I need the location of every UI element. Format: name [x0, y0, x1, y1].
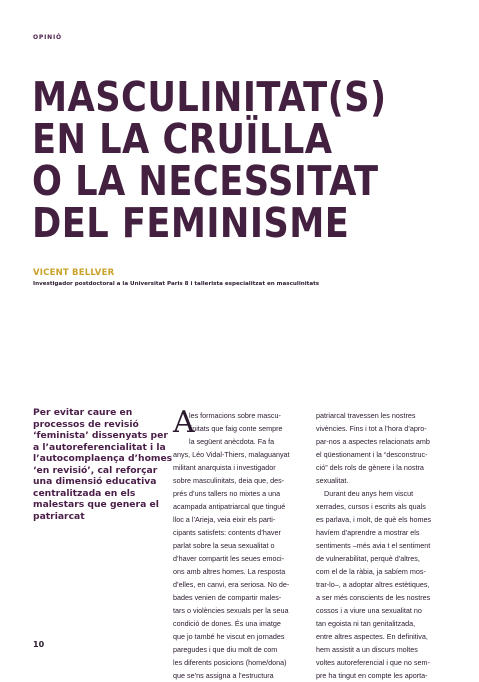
body-line: condició de dones. És una imatge	[173, 619, 281, 628]
body-line: pre ha tingut en compte les aporta-	[316, 671, 428, 680]
pull-quote-line: a l’autoreferencialitat i la	[33, 441, 166, 453]
body-line: les formacions sobre mascu-	[189, 411, 281, 420]
body-line: lloc a l’Arieja, veia eixir els parti-	[173, 515, 276, 524]
body-line: prés d’uns tallers no mixtes a una	[173, 489, 281, 498]
body-line: bades venien de compartir males-	[173, 593, 282, 602]
body-line: d’elles, en canvi, era seriosa. No de-	[173, 580, 290, 589]
body-line: cossos i a viure una sexualitat no	[316, 606, 422, 615]
body-line: patriarcal travessen les nostres	[316, 411, 416, 420]
title-line: EN LA CRUÏLLA	[32, 115, 333, 163]
body-line: havíem d’aprendre a mostrar els	[316, 528, 420, 537]
body-line: linitats que faig conte sempre	[189, 424, 283, 433]
body-line: cipants satisfets: contents d’haver	[173, 528, 281, 537]
author-affiliation: Investigador postdoctoral a la Universitat Paris 8 i tallerista especialitzat en masculinitats	[33, 281, 320, 287]
body-line: xerrades, cursos i escrits als quals	[316, 502, 426, 511]
body-column-2	[316, 409, 456, 682]
body-line: militant anarquista i investigador	[173, 463, 276, 472]
body-line: a ser més conscients de les nostres	[316, 593, 431, 602]
body-line: com el de la ràbia, ja sabíem mos-	[316, 567, 426, 576]
body-line: acampada antipatriarcal que tingué	[173, 502, 286, 511]
pull-quote-line: malestars que genera el	[33, 499, 159, 510]
body-line: paregudes i que diu molt de com	[173, 645, 278, 654]
pull-quote-line: processos de revisió	[33, 418, 139, 430]
body-line: tan egoista ni tan genitalitzada,	[316, 619, 416, 628]
author-name: VICENT BELLVER	[33, 268, 115, 278]
pull-quote-line: una dimensió educativa	[33, 476, 157, 487]
pull-quote-line: l’autocomplaença d’homes	[33, 453, 173, 464]
body-line: trar-lo–, a adoptar altres estètiques,	[316, 580, 430, 589]
body-line: entre altres aspectes. En definitiva,	[316, 632, 428, 641]
drop-cap: A	[173, 405, 195, 440]
pull-quote	[33, 407, 173, 522]
body-line: ons amb altres homes. La resposta	[173, 567, 286, 576]
body-line: que se’ns assigna a l’estructura	[173, 671, 274, 680]
page-number: 10	[33, 640, 45, 649]
body-line: ció” dels rols de gènere i la nostra	[316, 463, 424, 472]
body-line: hem assistit a un discurs moltes	[316, 645, 418, 654]
pull-quote-line: centralitzada en els	[33, 487, 136, 499]
body-line: par-nos a aspectes relacionats amb	[316, 437, 430, 446]
body-line: sentiments –més avia t el sentiment	[316, 541, 431, 550]
body-line: es parlava, i molt, de què els homes	[316, 515, 432, 524]
body-line: tars o violències sexuals per la seua	[173, 606, 289, 615]
title-line: MASCULINITAT(S)	[32, 73, 387, 121]
body-line: voltes autoreferencial i que no sem-	[316, 658, 430, 667]
body-line: vivències. Fins i tot a l’hora d’apro-	[316, 424, 427, 433]
body-line: la següent anècdota. Fa fa	[189, 437, 275, 446]
section-label: OPINIÓ	[33, 34, 62, 41]
article-title	[32, 73, 402, 247]
body-line: sexualitat.	[316, 476, 349, 485]
body-column-1	[173, 405, 313, 682]
body-line: d’haver compartit les seues emoci-	[173, 554, 285, 563]
body-line: les diferents posicions (home/dona)	[173, 658, 287, 667]
body-line: el qüestionament i la “desconstruc-	[316, 450, 428, 459]
title-line: DEL FEMINISME	[32, 199, 350, 247]
pull-quote-line: Per evitar caure en	[33, 407, 133, 418]
body-line: que jo també he viscut en jornades	[173, 632, 285, 641]
body-line: sobre masculinitats, deia que, des-	[173, 476, 285, 485]
pull-quote-line: patriarcat	[33, 510, 85, 522]
body-line: parlat sobre la seua sexualitat o	[173, 541, 275, 550]
title-line: O LA NECESSITAT	[32, 157, 379, 205]
body-line: anys, Léo Vidal-Thiers, malaguanyat	[173, 450, 290, 459]
body-line: Durant deu anys hem viscut	[324, 489, 414, 498]
pull-quote-line: ‘en revisió’, cal reforçar	[33, 464, 158, 476]
pull-quote-line: ‘feminista’ dissenyats per	[33, 430, 168, 441]
body-line: de vulnerabilitat, perquè d’altres,	[316, 554, 420, 563]
